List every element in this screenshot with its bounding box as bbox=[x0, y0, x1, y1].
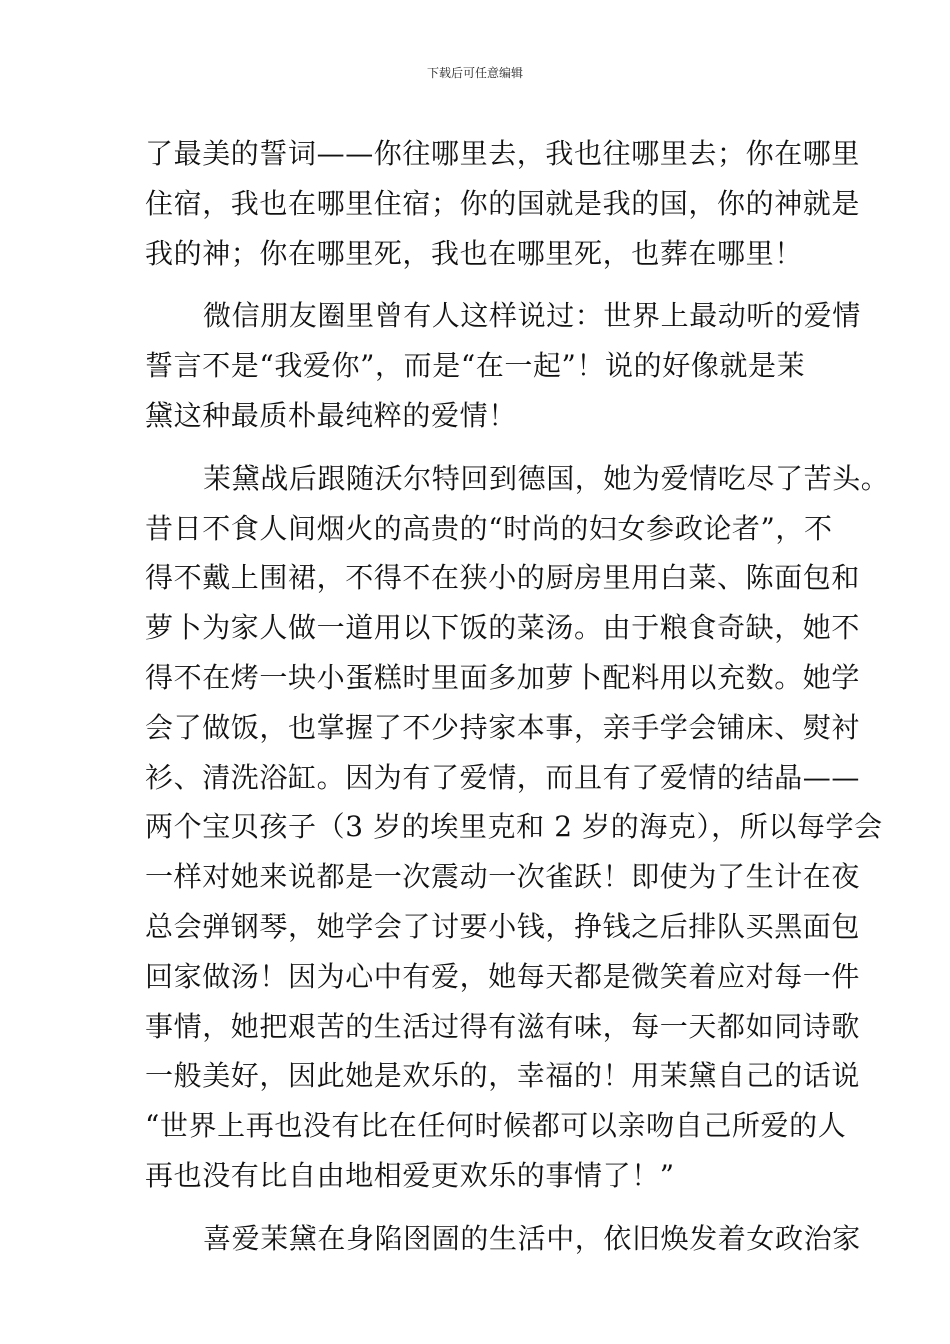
text-line: “世界上再也没有比在任何时候都可以亲吻自己所爱的人 bbox=[145, 1109, 847, 1143]
text-line: 我的神；你在哪里死，我也在哪里死，也葬在哪里！ bbox=[145, 236, 803, 270]
text-line: 一样对她来说都是一次震动一次雀跃！即使为了生计在夜 bbox=[145, 860, 861, 894]
text-line: 会了做饭，也掌握了不少持家本事，亲手学会铺床、熨衬 bbox=[145, 710, 861, 744]
text-line: 住宿，我也在哪里住宿；你的国就是我的国，你的神就是 bbox=[145, 186, 861, 220]
text-line: 黛这种最质朴最纯粹的爱情！ bbox=[145, 398, 517, 432]
text-line: 两个宝贝孩子（3 岁的埃里克和 2 岁的海克），所以每学会 bbox=[145, 810, 883, 844]
text-line: 一般美好，因此她是欢乐的，幸福的！用茉黛自己的话说 bbox=[145, 1059, 861, 1093]
paragraph bbox=[145, 1214, 861, 1264]
text-line: 总会弹钢琴，她学会了讨要小钱，挣钱之后排队买黑面包 bbox=[145, 909, 861, 943]
page-header: 下载后可任意编辑 bbox=[426, 66, 523, 80]
paragraph bbox=[145, 291, 861, 440]
text-line: 茉黛战后跟随沃尔特回到德国，她为爱情吃尽了苦头。 bbox=[203, 461, 890, 495]
text-line: 了最美的誓词——你往哪里去，我也往哪里去；你在哪里 bbox=[145, 137, 861, 170]
text-line: 得不戴上围裙，不得不在狭小的厨房里用白菜、陈面包和 bbox=[145, 561, 861, 595]
paragraph bbox=[145, 454, 890, 1201]
text-line: 喜爱茉黛在身陷囹圄的生活中，依旧焕发着女政治家 bbox=[203, 1221, 861, 1255]
text-line: 回家做汤！因为心中有爱，她每天都是微笑着应对每一件 bbox=[145, 959, 861, 993]
body-text bbox=[145, 129, 890, 1264]
text-line: 萝卜为家人做一道用以下饭的菜汤。由于粮食奇缺，她不 bbox=[145, 611, 861, 645]
text-line: 衫、清洗浴缸。因为有了爱情，而且有了爱情的结晶—— bbox=[145, 760, 861, 794]
text-line: 得不在烤一块小蛋糕时里面多加萝卜配料用以充数。她学 bbox=[145, 660, 861, 694]
text-line: 微信朋友圈里曾有人这样说过：世界上最动听的爱情 bbox=[203, 299, 861, 333]
text-line: 再也没有比自由地相爱更欢乐的事情了！” bbox=[145, 1158, 675, 1192]
text-line: 事情，她把艰苦的生活过得有滋有味，每一天都如同诗歌 bbox=[145, 1009, 861, 1043]
paragraph bbox=[145, 129, 861, 278]
text-line: 誓言不是“我爱你”，而是“在一起”！说的好像就是茉 bbox=[145, 349, 806, 383]
text-line: 昔日不食人间烟火的高贵的“时尚的妇女参政论者”，不 bbox=[145, 511, 833, 545]
